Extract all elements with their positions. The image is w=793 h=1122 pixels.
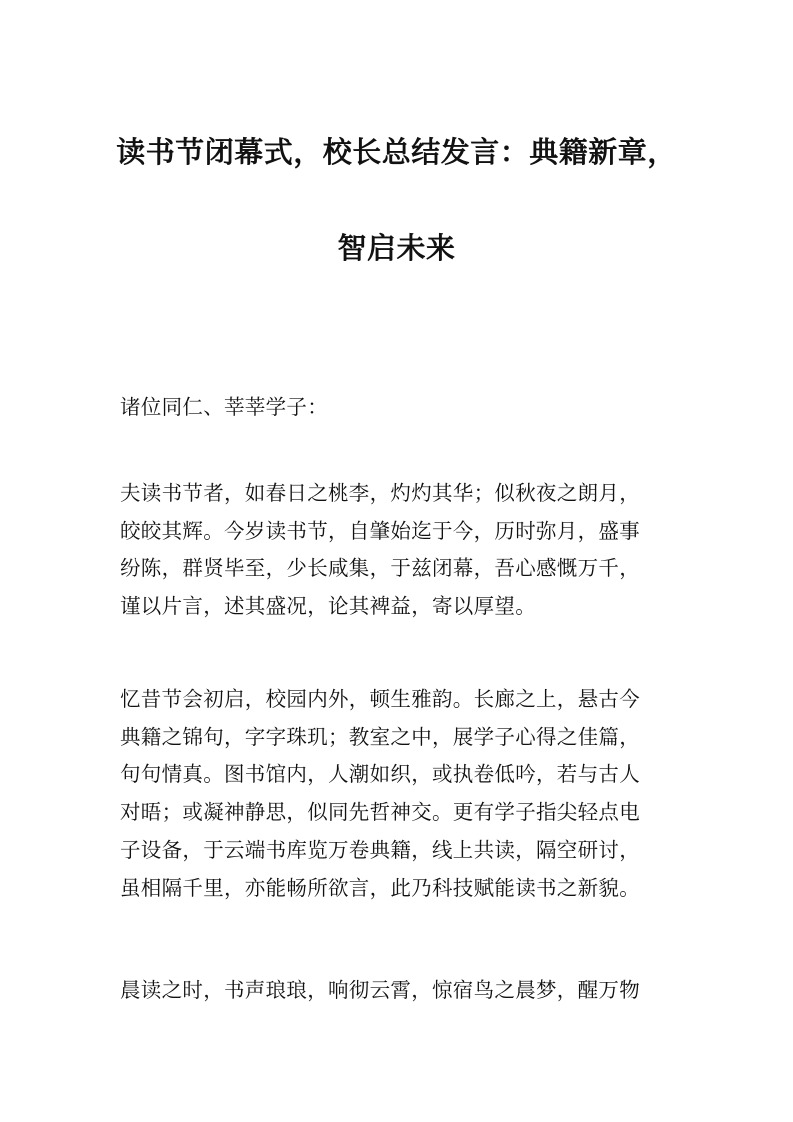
paragraph-line: 句句情真。图书馆内，人潮如织，或执卷低吟，若与古人 <box>120 762 640 787</box>
paragraph-line: 虽相隔千里，亦能畅所欲言，此乃科技赋能读书之新貌。 <box>120 875 640 900</box>
paragraph-1 <box>120 475 680 626</box>
paragraph-line: 对晤；或凝神静思，似同先哲神交。更有学子指尖轻点电 <box>120 800 640 825</box>
paragraph-line: 忆昔节会初启，校园内外，顿生雅韵。长廊之上，悬古今 <box>120 687 640 711</box>
greeting: 诸位同仁、莘莘学子： <box>120 395 328 419</box>
paragraph-line: 纷陈，群贤毕至，少长咸集，于兹闭幕，吾心感慨万千， <box>120 556 640 581</box>
paragraph-line: 子设备，于云端书库览万卷典籍，线上共读，隔空研讨， <box>120 837 640 862</box>
document-title-line-2: 智启未来 <box>337 231 456 265</box>
paragraph-line: 典籍之锦句，字字珠玑；教室之中，展学子心得之佳篇， <box>120 724 640 749</box>
document-title-line-1: 读书节闭幕式，校长总结发言：典籍新章， <box>116 135 677 169</box>
paragraph-line: 皎皎其辉。今岁读书节，自肇始迄于今，历时弥月，盛事 <box>120 518 640 543</box>
paragraph-3 <box>120 972 680 1010</box>
paragraph-2 <box>120 681 680 907</box>
paragraph-line: 夫读书节者，如春日之桃李，灼灼其华；似秋夜之朗月， <box>120 481 640 505</box>
paragraph-line: 谨以片言，述其盛况，论其裨益，寄以厚望。 <box>120 594 536 619</box>
paragraph-line: 晨读之时，书声琅琅，响彻云霄，惊宿鸟之晨梦，醒万物 <box>120 978 640 1002</box>
